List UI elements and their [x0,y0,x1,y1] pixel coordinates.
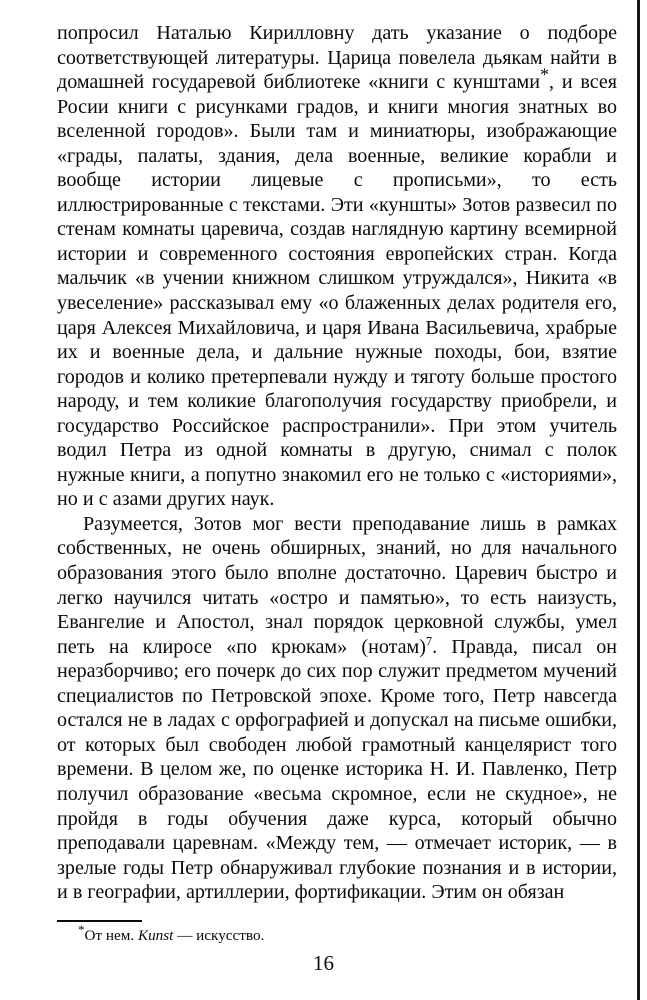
body-paragraph-2 [57,512,617,905]
footnote-number-marker: 7 [425,633,433,648]
footnote-italic-term: Kunst [137,927,174,944]
footnote-separator-rule [57,920,142,922]
page-text-block [57,21,617,905]
paragraph-2-text-before-marker: Разумеется, Зотов мог вести преподавание лишь в рамках собственных, не очень обширных, знаний, но для начального образования этого было вполне достаточно. Царевич быстро и легко научился читать «остро и памятью», то есть наизусть, Евангелие и Апостол, знал порядок церковной службы, умел петь на клиросе «по крюкам» (нотам) [57,512,617,658]
paragraph-1-text-after-marker: , и всея Росии книги с рисунками градов, и книги многия знатных во вселенной городов». Были там и миниатюры, изображающие «грады, палаты, здания, дела военные, великие корабли и вообще истории лицевые с прописьми», то есть иллюстрированные с текстами. Эти «куншты» Зотов развесил по стенам комнаты царевича, создав наглядную картину всемирной истории и современного состояния европейских стран. Когда мальчик «в учении книжном слишком утруждался», Никита «в увеселение» рассказывал ему «о блаженных делах родителя его, царя Алексея Михайловича, и царя Ивана Васильевича, храбрые их и военные дела, и дальние нужные походы, бои, взятие городов и колико претерпевали нужду и тяготу больше простого народу, и тем коликие благополучия государству приобрели, и государство Российское распространили». При этом учитель водил Петра из одной комнаты в другую, снимал с полок нужные книги, а попутно знакомил его не только с «историями», но и с азами других наук. [57,71,618,511]
footnote-text-part-1: От нем. [84,927,138,944]
footnote-star-marker: * [540,64,550,85]
page-edge-shadow [637,0,640,1000]
body-paragraph-1 [57,21,617,512]
page-edge-highlight [640,0,647,1000]
footnote-entry [57,921,617,945]
page-number: 16 [313,951,334,975]
footnote-star-icon: * [78,921,85,937]
footnote-text-part-2: — искусство. [173,927,265,944]
footnote-zone [57,920,617,945]
paragraph-2-text-after-marker: . Правда, писал он неразборчиво; его почерк до сих пор служит предметом мучений специалистов по Петровской эпохе. Кроме того, Петр навсегда остался не в ладах с орфографией и допускал на письме ошибки, от которых был свободен любой грамотный канцелярист того времени. В целом же, по оценке историка Н. И. Павленко, Петр получил образование «весьма скромное, если не скудное», не пройдя в годы обучения даже курса, который обычно преподавали царевнам. «Между тем, — отмечает историк, — в зрелые годы Петр обнаруживал глубокие познания и в истории, и в географии, артиллерии, фортификации. Этим он обязан [57,635,618,904]
paragraph-1-text-before-marker: попросил Наталью Кирилловну дать указание о подборе соответствующей литературы. Царица повелела дьякам найти в домашней государевой библиотеке «книги с кунштами [57,22,617,94]
